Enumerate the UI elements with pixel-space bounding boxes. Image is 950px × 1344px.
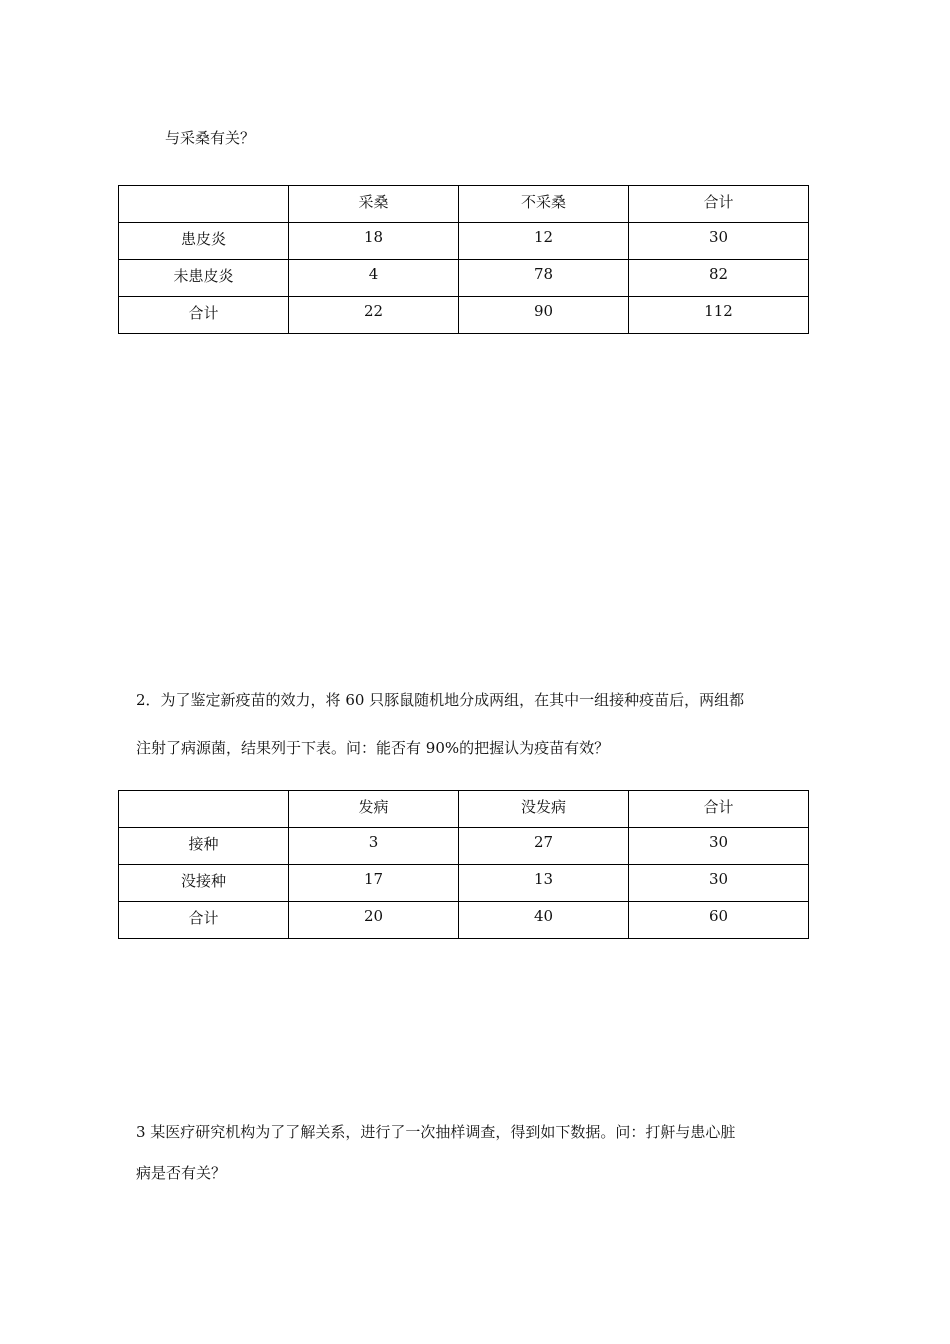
table-row [119, 297, 809, 334]
table-cell: 13 [459, 865, 629, 902]
table-cell: 17 [289, 865, 459, 902]
table-cell: 60 [629, 902, 809, 939]
table-header-cell: 采桑 [289, 186, 459, 223]
table-cell: 没接种 [119, 865, 289, 902]
question-3-line-1: 3 某医疗研究机构为了了解关系，进行了一次抽样调查，得到如下数据。问：打鼾与患心脏 [136, 1123, 736, 1141]
table-cell: 患皮炎 [119, 223, 289, 260]
table-row [119, 223, 809, 260]
table-cell: 未患皮炎 [119, 260, 289, 297]
table-cell: 78 [459, 260, 629, 297]
table-cell: 40 [459, 902, 629, 939]
table-header-row [119, 791, 809, 828]
table-2 [118, 790, 809, 939]
table-header-cell: 不采桑 [459, 186, 629, 223]
table-row [119, 260, 809, 297]
table-header-cell [119, 791, 289, 828]
table-cell: 30 [629, 828, 809, 865]
table-cell: 22 [289, 297, 459, 334]
table-cell: 30 [629, 865, 809, 902]
table-cell: 112 [629, 297, 809, 334]
table-cell: 18 [289, 223, 459, 260]
table-cell: 20 [289, 902, 459, 939]
question-2-line-1: 2．为了鉴定新疫苗的效力，将 60 只豚鼠随机地分成两组，在其中一组接种疫苗后，两组都 [136, 691, 745, 709]
table-cell: 3 [289, 828, 459, 865]
table-row [119, 902, 809, 939]
table-cell: 90 [459, 297, 629, 334]
table-header-cell: 没发病 [459, 791, 629, 828]
table-cell: 合计 [119, 297, 289, 334]
table-header-row [119, 186, 809, 223]
question-2-line-2: 注射了病源菌，结果列于下表。问：能否有 90%的把握认为疫苗有效？ [136, 739, 610, 757]
table-cell: 12 [459, 223, 629, 260]
table-header-cell: 合计 [629, 791, 809, 828]
table-1 [118, 185, 809, 334]
table-cell: 30 [629, 223, 809, 260]
table-cell: 接种 [119, 828, 289, 865]
table-cell: 27 [459, 828, 629, 865]
question-3-line-2: 病是否有关？ [136, 1164, 227, 1182]
intro-line: 与采桑有关？ [165, 129, 256, 147]
table-header-cell [119, 186, 289, 223]
table-cell: 4 [289, 260, 459, 297]
table-row [119, 865, 809, 902]
table-header-cell: 合计 [629, 186, 809, 223]
table-row [119, 828, 809, 865]
table-cell: 合计 [119, 902, 289, 939]
table-cell: 82 [629, 260, 809, 297]
table-header-cell: 发病 [289, 791, 459, 828]
